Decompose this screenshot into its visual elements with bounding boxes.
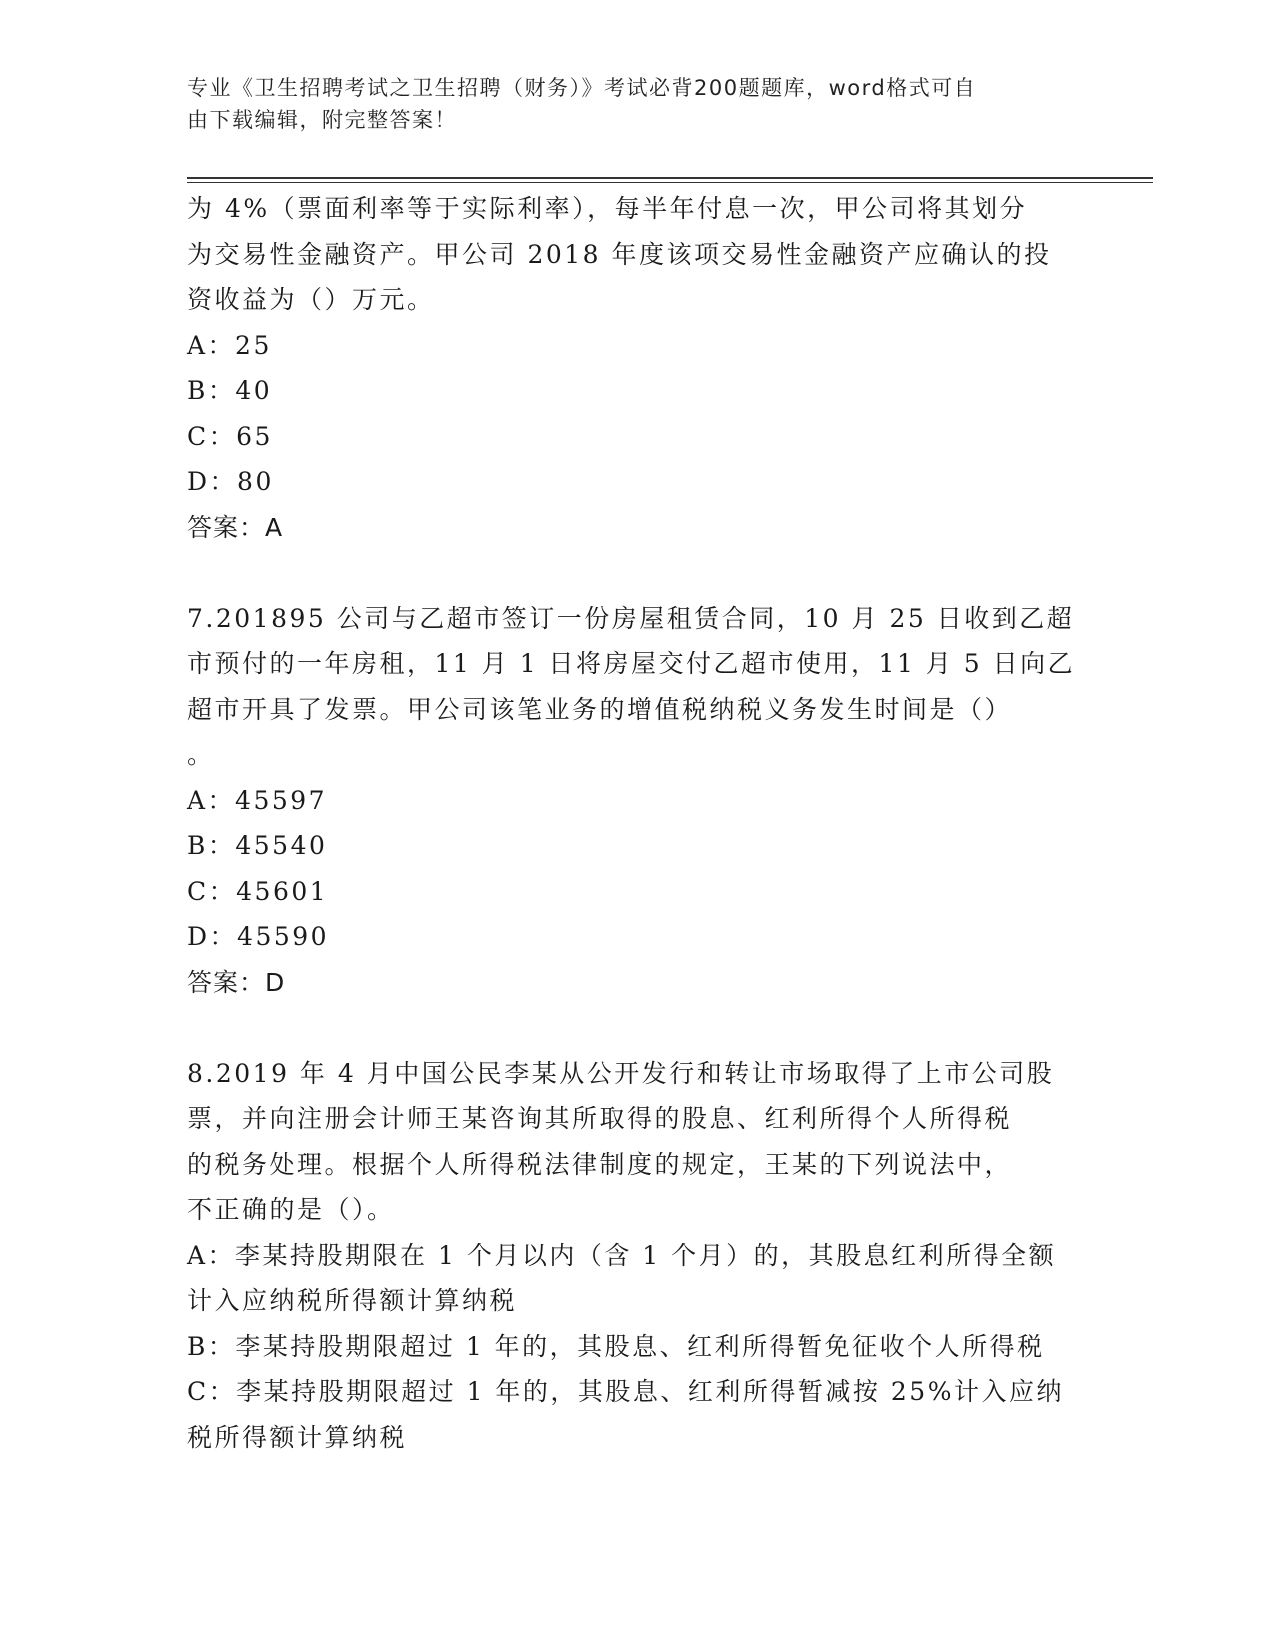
question-stem-line: 不正确的是（）。 <box>187 1195 395 1224</box>
option-line: A：李某持股期限在 1 个月以内（含 1 个月）的，其股息红利所得全额 <box>187 1240 1057 1270</box>
option-d: D：80 <box>187 467 274 496</box>
question-stem-line: 为交易性金融资产。甲公司 2018 年度该项交易性金融资产应确认的投 <box>187 239 1052 269</box>
question-stem-line: 8.2019 年 4 月中国公民李某从公开发行和转让市场取得了上市公司股 <box>187 1058 1055 1088</box>
question-stem-line: 。 <box>187 740 215 769</box>
question-8 <box>187 1051 1087 1461</box>
option-d: D：45590 <box>187 922 330 951</box>
question-stem-line: 7.201895 公司与乙超市签订一份房屋租赁合同，10 月 25 日收到乙超 <box>187 603 1075 633</box>
header-line-1: 专业《卫生招聘考试之卫生招聘（财务）》考试必背200题题库，word格式可自 <box>187 76 977 100</box>
option-a: A：45597 <box>187 785 328 815</box>
option-b: B：40 <box>187 376 273 405</box>
question-stem-line: 资收益为（）万元。 <box>187 285 435 314</box>
question-7 <box>187 596 1087 1006</box>
option-line: C：李某持股期限超过 1 年的，其股息、红利所得暂减按 25%计入应纳 <box>187 1377 1064 1406</box>
spacer <box>187 1005 1087 1051</box>
option-c: C：45601 <box>187 876 329 906</box>
document-header <box>187 72 1067 136</box>
spacer <box>187 550 1087 596</box>
question-6 <box>187 186 1087 550</box>
question-stem-line: 的税务处理。根据个人所得税法律制度的规定，王某的下列说法中， <box>187 1149 1013 1179</box>
answer-label: 答案：D <box>187 967 286 997</box>
question-stem-line: 超市开具了发票。甲公司该笔业务的增值税纳税义务发生时间是（） <box>187 694 1013 724</box>
header-line-2: 由下载编辑，附完整答案！ <box>187 108 457 132</box>
option-c: C：65 <box>187 421 273 451</box>
option-b: B：45540 <box>187 831 328 860</box>
answer-label: 答案：A <box>187 512 284 542</box>
question-stem-line: 市预付的一年房租，11 月 1 日将房屋交付乙超市使用，11 月 5 日向乙 <box>187 649 1076 678</box>
question-stem-line: 为 4%（票面利率等于实际利率），每半年付息一次，甲公司将其划分 <box>187 194 1028 223</box>
option-a: A：25 <box>187 330 272 360</box>
header-rule-thin <box>187 182 1153 183</box>
option-line: B：李某持股期限超过 1 年的，其股息、红利所得暂免征收个人所得税 <box>187 1331 1045 1361</box>
header-rule-thick <box>187 177 1153 179</box>
option-line: 计入应纳税所得额计算纳税 <box>187 1286 518 1315</box>
question-list <box>187 186 1087 1460</box>
option-line: 税所得额计算纳税 <box>187 1422 408 1452</box>
question-stem-line: 票，并向注册会计师王某咨询其所取得的股息、红利所得个人所得税 <box>187 1104 1013 1133</box>
